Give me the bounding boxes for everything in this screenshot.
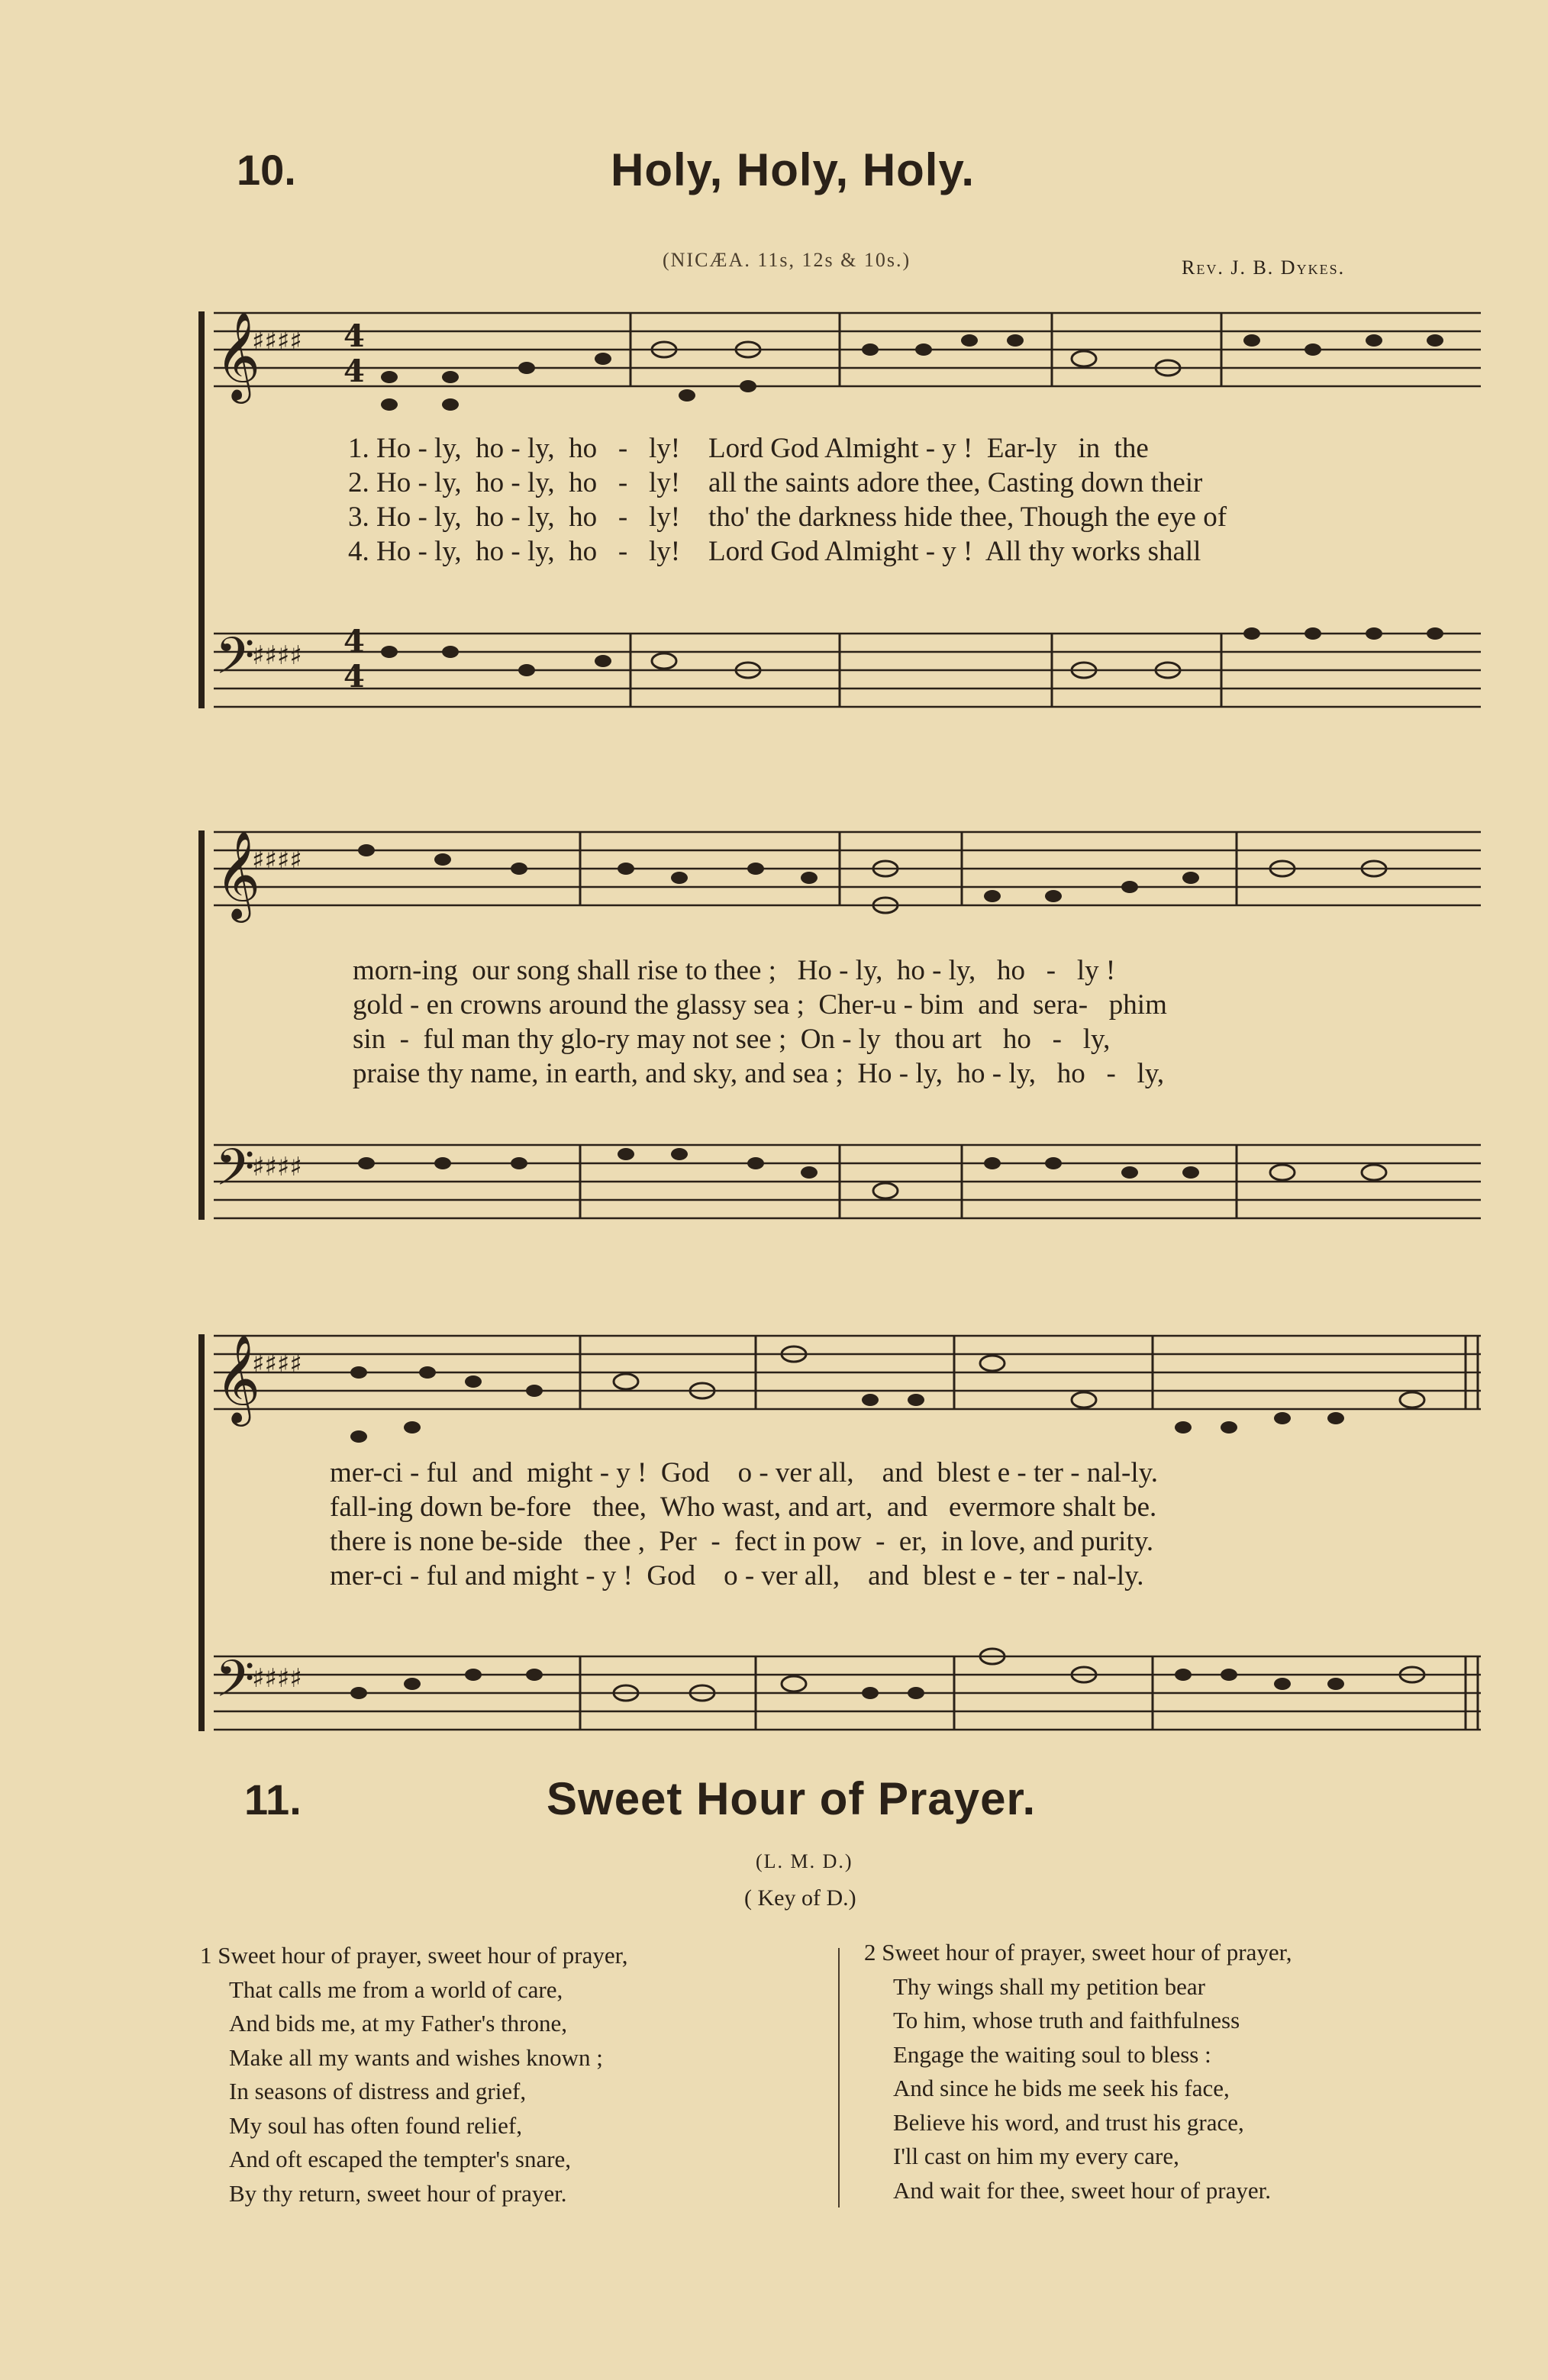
svg-text:4: 4 — [343, 659, 365, 695]
svg-text:𝄢: 𝄢 — [215, 627, 255, 698]
svg-text:4: 4 — [343, 353, 365, 389]
svg-text:♯♯♯♯: ♯♯♯♯ — [252, 640, 302, 671]
verse-line: That calls me from a world of care, — [229, 1975, 563, 2003]
svg-text:♯♯♯♯: ♯♯♯♯ — [252, 1152, 302, 1182]
svg-text:𝄢: 𝄢 — [215, 1138, 255, 1209]
hymn-11-title: Sweet Hour of Prayer. — [547, 1773, 1037, 1824]
lyric-verse-4: praise thy name, in earth, and sky, and sea ; Ho - ly, ho - ly, ho - ly, — [353, 1058, 1165, 1089]
music-system-1 — [198, 290, 1481, 718]
lyric-verse-3: 3. Ho - ly, ho - ly, ho - ly! tho' the darkness hide thee, Though the eye of — [348, 501, 1227, 533]
svg-text:♯♯♯♯: ♯♯♯♯ — [252, 1349, 302, 1379]
svg-text:♯♯♯♯: ♯♯♯♯ — [252, 326, 302, 356]
svg-text:𝄞: 𝄞 — [215, 1334, 261, 1423]
lyric-verse-1: 1. Ho - ly, ho - ly, ho - ly! Lord God Almight - y ! Ear-ly in the — [348, 433, 1149, 464]
verse-line: And since he bids me seek his face, — [893, 2075, 1230, 2101]
verse-number: 2 — [864, 1939, 876, 1966]
verse-line: Sweet hour of prayer, sweet hour of prayer, — [218, 1942, 628, 1969]
lyric-verse-1: mer-ci - ful and might - y ! God o - ver all, and blest e - ter - nal-ly. — [330, 1457, 1158, 1488]
svg-text:4: 4 — [343, 318, 365, 354]
lyric-verse-4: 4. Ho - ly, ho - ly, ho - ly! Lord God Almight - y ! All thy works shall — [348, 536, 1201, 567]
verse-line: My soul has often found relief, — [229, 2111, 522, 2139]
verse-line: By thy return, sweet hour of prayer. — [229, 2179, 567, 2207]
lyric-verse-2: gold - en crowns around the glassy sea ; Cher-u - bim and sera- phim — [353, 989, 1167, 1021]
lyric-verse-2: 2. Ho - ly, ho - ly, ho - ly! all the saints adore thee, Casting down their — [348, 467, 1203, 498]
hymn-11-key: ( Key of D.) — [744, 1885, 856, 1911]
verse-line: Engage the waiting soul to bless : — [893, 2040, 1211, 2068]
hymn-10-meter: (NICÆA. 11s, 12s & 10s.) — [663, 249, 911, 271]
verse-line: And wait for thee, sweet hour of prayer. — [893, 2176, 1271, 2204]
lyric-verse-1: morn-ing our song shall rise to thee ; Ho - ly, ho - ly, ho - ly ! — [353, 955, 1116, 986]
hymn-10-title: Holy, Holy, Holy. — [611, 144, 976, 195]
hymn-10-composer: Rev. J. B. Dykes. — [1182, 256, 1346, 279]
lyric-verse-3: sin - ful man thy glo-ry may not see ; On - ly thou art ho - ly, — [353, 1024, 1111, 1055]
verse-line: Sweet hour of prayer, sweet hour of prayer, — [882, 1939, 1292, 1966]
music-system-2 — [198, 809, 1481, 1221]
svg-text:♯♯♯♯: ♯♯♯♯ — [252, 845, 302, 876]
svg-text:𝄞: 𝄞 — [215, 311, 261, 400]
hymn-11-number: 11. — [244, 1775, 302, 1824]
svg-text:4: 4 — [343, 624, 365, 659]
lyric-verse-4: mer-ci - ful and might - y ! God o - ver all, and blest e - ter - nal-ly. — [330, 1560, 1144, 1592]
verse-line: And bids me, at my Father's throne, — [229, 2010, 567, 2037]
hymn-10-number: 10. — [237, 146, 296, 194]
lyric-verse-3: there is none be-side thee , Per - fect in pow - er, in love, and purity. — [330, 1526, 1154, 1557]
svg-text:𝄢: 𝄢 — [215, 1650, 255, 1721]
verse-line: Thy wings shall my petition bear — [893, 1972, 1205, 2000]
verse-number: 1 — [200, 1942, 212, 1969]
verse-2 — [864, 1936, 1292, 2207]
verse-line: And oft escaped the tempter's snare, — [229, 2146, 572, 2172]
verse-line: In seasons of distress and grief, — [229, 2078, 527, 2104]
verse-line: I'll cast on him my every care, — [893, 2143, 1179, 2169]
verse-line: Make all my wants and wishes known ; — [229, 2043, 603, 2071]
column-divider — [838, 1948, 840, 2207]
svg-text:♯♯♯♯: ♯♯♯♯ — [252, 1663, 302, 1694]
verse-line: Believe his word, and trust his grace, — [893, 2108, 1244, 2136]
hymn-11-meter: (L. M. D.) — [756, 1850, 853, 1872]
lyric-verse-2: fall-ing down be-fore thee, Who wast, and art, and evermore shalt be. — [330, 1492, 1157, 1523]
music-system-3 — [198, 1313, 1481, 1740]
verse-line: To him, whose truth and faithfulness — [893, 2007, 1240, 2033]
verse-1 — [200, 1939, 627, 2211]
svg-text:𝄞: 𝄞 — [215, 830, 261, 919]
